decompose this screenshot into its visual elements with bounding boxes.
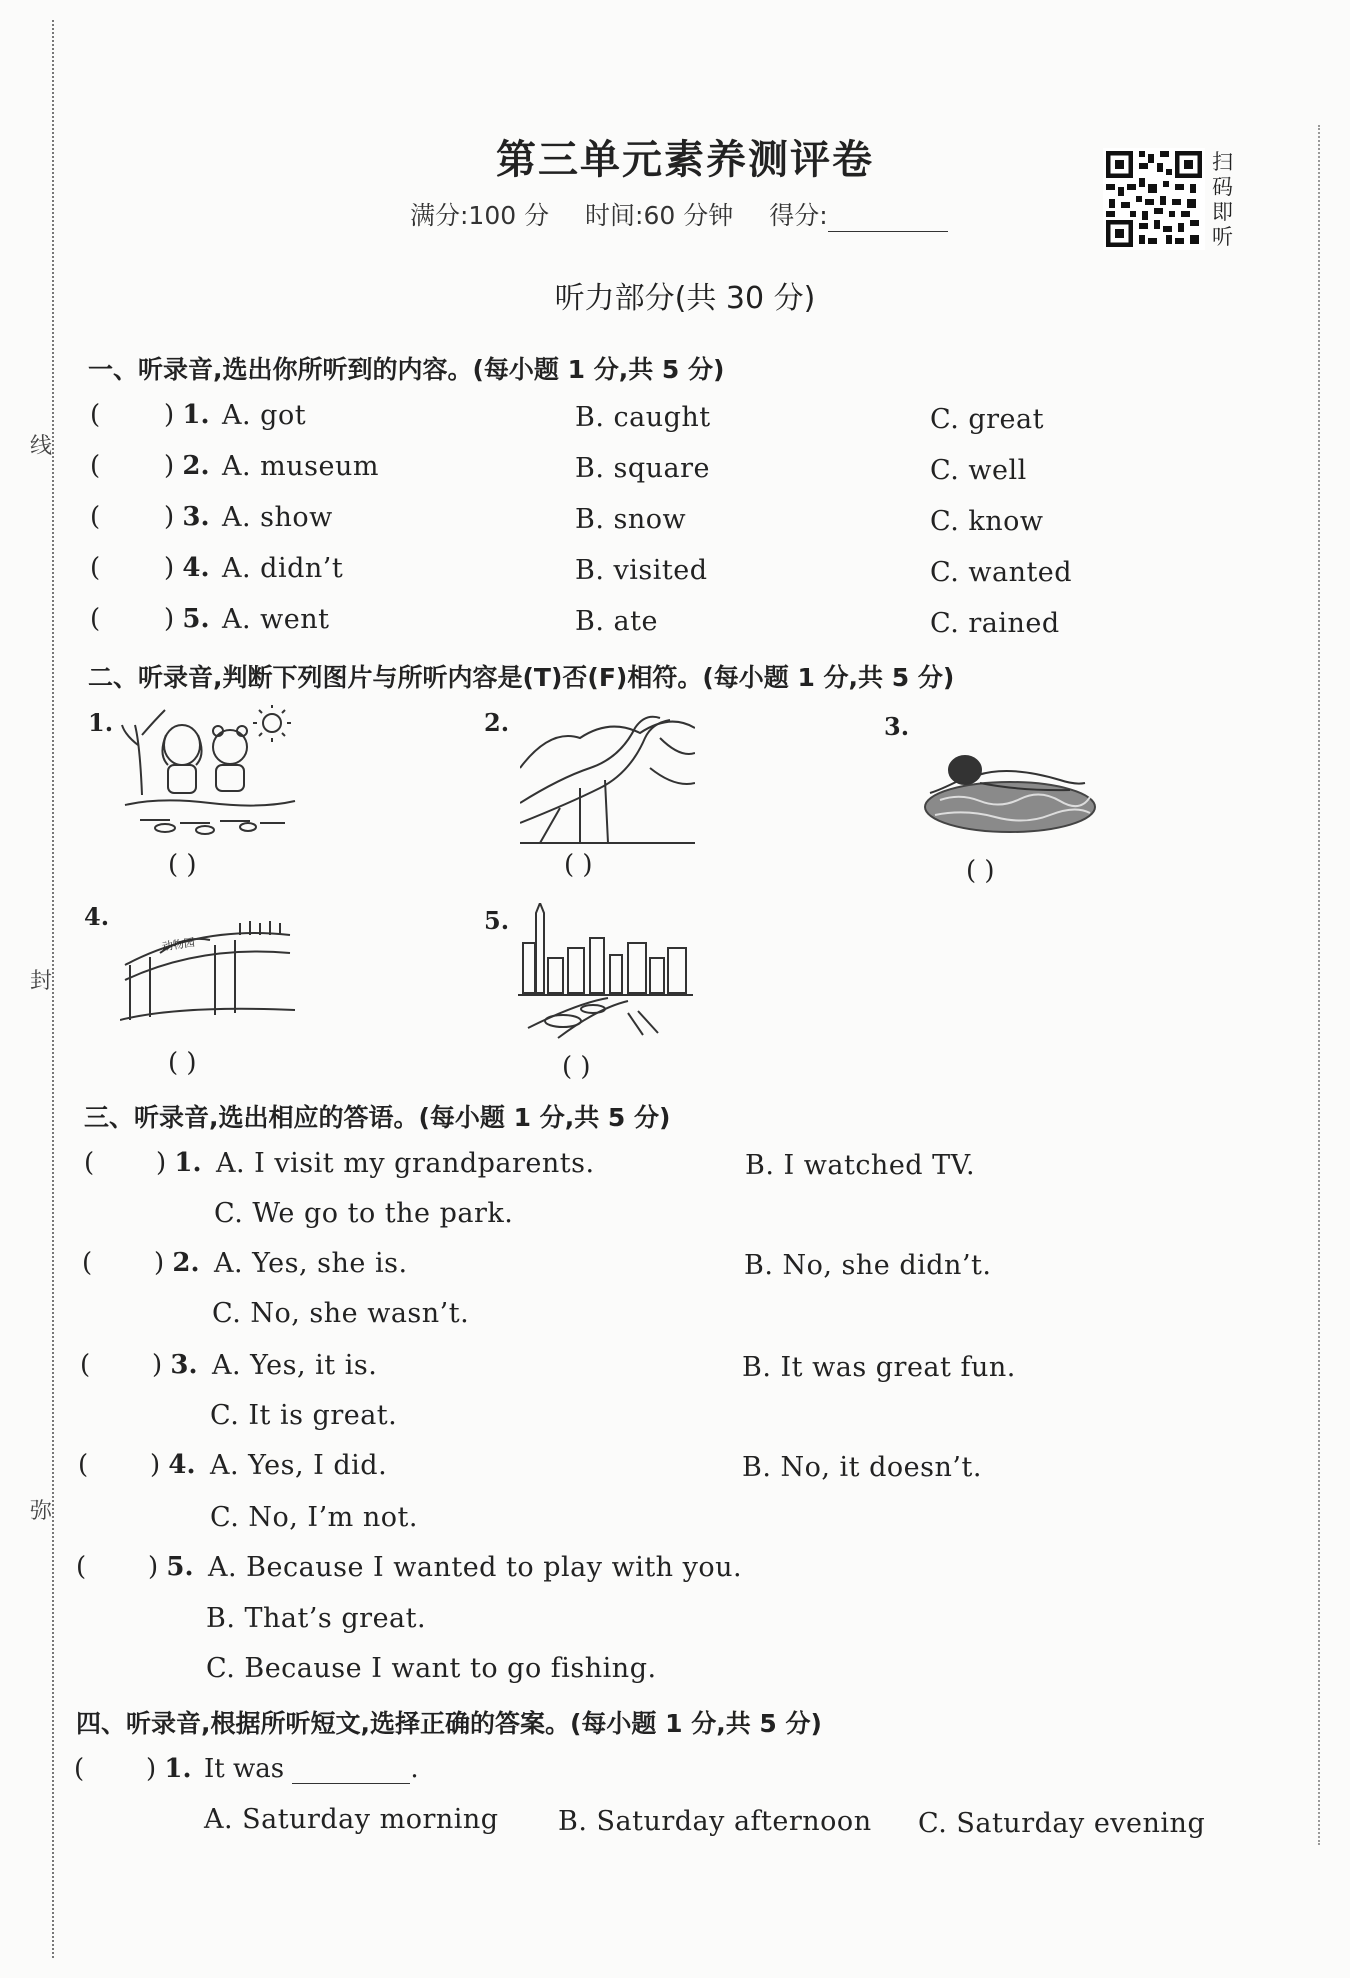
paren-close: ) (164, 451, 175, 481)
stem-text: It was (204, 1754, 285, 1784)
answer-paren-open[interactable]: ( (90, 451, 101, 481)
section4-heading: 四、听录音,根据所听短文,选择正确的答案。(每小题 1 分,共 5 分) (76, 1709, 822, 1738)
answer-paren[interactable]: ( ) (564, 850, 593, 880)
answer-paren-open[interactable]: ( (90, 604, 101, 634)
binding-char-seal: 封 (30, 960, 52, 999)
option-c[interactable]: C. Saturday evening (918, 1808, 1206, 1839)
paren-close: ) (148, 1552, 159, 1582)
option-a[interactable]: A. Because I wanted to play with you. (208, 1552, 743, 1583)
answer-paren-close (156, 1148, 202, 1178)
qr-code-icon[interactable] (1103, 148, 1205, 250)
option-b[interactable]: B. snow (575, 504, 687, 535)
time-limit: 时间:60 分钟 (585, 201, 734, 230)
option-a[interactable]: A. Yes, I did. (210, 1450, 388, 1481)
option-b[interactable]: B. That’s great. (206, 1603, 427, 1634)
option-a[interactable]: A. show (222, 502, 333, 533)
option-b[interactable]: B. square (575, 453, 711, 484)
answer-paren[interactable]: ( ) (562, 1052, 591, 1082)
option-c[interactable]: C. great (930, 404, 1044, 435)
answer-paren-open[interactable]: ( (90, 553, 101, 583)
answer-paren-open[interactable]: ( (76, 1552, 87, 1582)
section2-heading: 二、听录音,判断下列图片与所听内容是(T)否(F)相符。(每小题 1 分,共 5 分) (88, 663, 955, 692)
question-number: 5. (182, 604, 210, 634)
picture-number: 3. (884, 712, 910, 741)
exam-meta (410, 196, 948, 232)
option-b[interactable]: B. Saturday afternoon (558, 1806, 872, 1837)
score-field[interactable] (828, 209, 948, 232)
answer-paren-open[interactable]: ( (82, 1248, 93, 1278)
answer-paren[interactable]: ( ) (966, 856, 995, 886)
option-a[interactable]: A. went (222, 604, 330, 635)
option-c[interactable]: C. rained (930, 608, 1060, 639)
qr-label-char: 听 (1212, 225, 1233, 249)
option-c[interactable]: C. It is great. (210, 1400, 398, 1431)
option-a[interactable]: A. museum (222, 451, 379, 482)
answer-blank[interactable] (292, 1763, 410, 1784)
answer-paren-close (152, 1350, 198, 1380)
option-b[interactable]: B. It was great fun. (742, 1352, 1016, 1383)
qr-label-char: 即 (1212, 200, 1233, 224)
answer-paren-close (164, 553, 210, 583)
question-number: 4. (168, 1450, 196, 1480)
picture-number: 4. (84, 902, 110, 931)
section1-heading: 一、听录音,选出你所听到的内容。(每小题 1 分,共 5 分) (88, 355, 725, 384)
picture-number: 1. (88, 708, 114, 737)
option-a[interactable]: A. I visit my grandparents. (216, 1148, 595, 1179)
answer-paren-close (148, 1552, 194, 1582)
question-number: 2. (172, 1248, 200, 1278)
answer-paren-close (154, 1248, 200, 1278)
paren-close: ) (164, 502, 175, 532)
question-number: 1. (164, 1754, 192, 1784)
picture-number: 2. (484, 708, 510, 737)
paren-close: ) (164, 400, 175, 430)
answer-paren-open[interactable]: ( (90, 400, 101, 430)
option-c[interactable]: C. well (930, 455, 1027, 486)
answer-paren-close (146, 1754, 192, 1784)
full-score: 满分:100 分 (410, 201, 550, 230)
question-number: 4. (182, 553, 210, 583)
zoo-sign-text: 动物园 (161, 935, 196, 954)
option-a[interactable]: A. Yes, it is. (212, 1350, 378, 1381)
question-number: 3. (182, 502, 210, 532)
section3-heading: 三、听录音,选出相应的答语。(每小题 1 分,共 5 分) (84, 1103, 671, 1132)
option-a[interactable]: A. Saturday morning (204, 1804, 499, 1835)
binding-char-mi: 弥 (30, 1490, 52, 1529)
answer-paren[interactable]: ( ) (168, 850, 197, 880)
question-number: 2. (182, 451, 210, 481)
answer-paren-close (164, 400, 210, 430)
answer-paren-open[interactable]: ( (80, 1350, 91, 1380)
option-b[interactable]: B. visited (575, 555, 708, 586)
question-number: 5. (166, 1552, 194, 1582)
score-label: 得分: (769, 201, 828, 230)
qr-label-char: 扫 (1212, 150, 1233, 174)
question-number: 1. (174, 1148, 202, 1178)
question-number: 1. (182, 400, 210, 430)
option-c[interactable]: C. No, I’m not. (210, 1502, 418, 1533)
paren-close: ) (164, 604, 175, 634)
answer-paren-open[interactable]: ( (84, 1148, 95, 1178)
binding-char-line: 线 (30, 425, 52, 464)
question-number: 3. (170, 1350, 198, 1380)
paren-close: ) (150, 1450, 161, 1480)
answer-paren-close (150, 1450, 196, 1480)
option-c[interactable]: C. know (930, 506, 1044, 537)
question-stem (204, 1754, 419, 1784)
paren-close: ) (152, 1350, 163, 1380)
option-b[interactable]: B. No, it doesn’t. (742, 1452, 982, 1483)
children-picnic-picture (120, 705, 300, 845)
paren-close: ) (164, 553, 175, 583)
option-a[interactable]: A. got (222, 400, 307, 431)
option-b[interactable]: B. caught (575, 402, 711, 433)
answer-paren-open[interactable]: ( (90, 502, 101, 532)
zoo-gate-picture (120, 905, 295, 1030)
option-c[interactable]: C. Because I want to go fishing. (206, 1653, 657, 1684)
picture-number: 5. (484, 906, 510, 935)
swimmer-picture (920, 735, 1100, 845)
paren-close: ) (156, 1148, 167, 1178)
paren-close: ) (154, 1248, 165, 1278)
margin-rule (1318, 125, 1320, 1845)
answer-paren-open[interactable]: ( (74, 1754, 85, 1784)
great-wall-picture (520, 708, 695, 848)
stem-end: . (410, 1754, 419, 1784)
option-a[interactable]: A. didn’t (222, 553, 344, 584)
answer-paren[interactable]: ( ) (168, 1048, 197, 1078)
qr-scan-label (1212, 150, 1236, 250)
option-b[interactable]: B. I watched TV. (745, 1150, 976, 1181)
option-c[interactable]: C. wanted (930, 557, 1073, 588)
qr-label-char: 码 (1212, 175, 1233, 199)
answer-paren-close (164, 604, 210, 634)
page-title: 第三单元素养测评卷 (496, 136, 874, 183)
answer-paren-close (164, 502, 210, 532)
option-c[interactable]: C. No, she wasn’t. (212, 1298, 470, 1329)
option-b[interactable]: B. ate (575, 606, 658, 637)
option-a[interactable]: A. Yes, she is. (214, 1248, 408, 1279)
city-skyline-picture (518, 903, 693, 1043)
answer-paren-open[interactable]: ( (78, 1450, 89, 1480)
option-c[interactable]: C. We go to the park. (214, 1198, 514, 1229)
listening-part-title: 听力部分(共 30 分) (554, 281, 816, 316)
answer-paren-close (164, 451, 210, 481)
paren-close: ) (146, 1754, 157, 1784)
option-b[interactable]: B. No, she didn’t. (744, 1250, 992, 1281)
